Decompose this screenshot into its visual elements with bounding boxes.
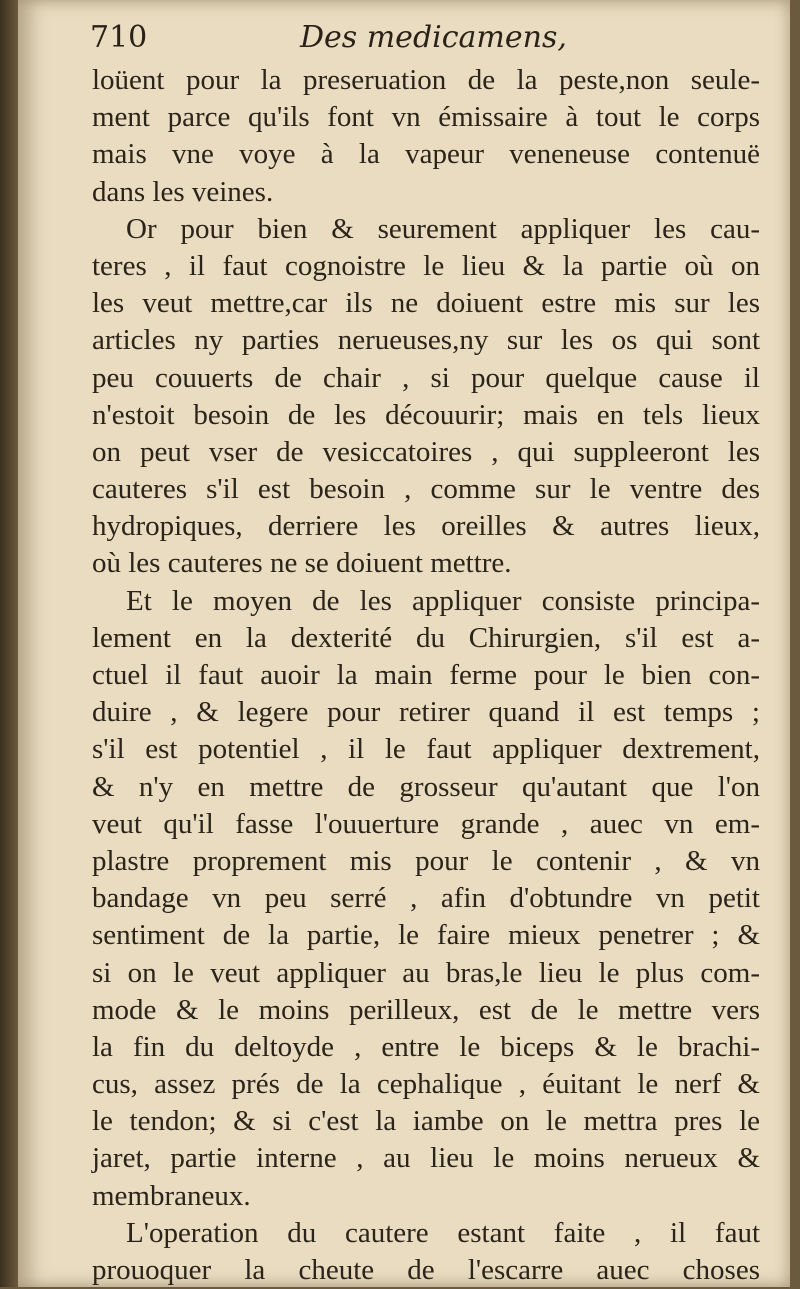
text-line: peu couuerts de chair , si pour quelque cause il — [92, 361, 760, 394]
text-line: le tendon; & si c'est la iambe on le mettra pres le — [92, 1105, 760, 1138]
text-line: s'il est potentiel , il le faut appliquer dextrement, — [92, 733, 760, 766]
text-line: jaret, partie interne , au lieu le moins nerueux & — [92, 1142, 760, 1175]
text-line: on peut vser de vesiccatoires , qui suppleeront les — [92, 435, 760, 468]
text-line: & n'y en mettre de grosseur qu'autant que l'on — [92, 770, 760, 803]
text-line: les veut mettre,car ils ne doiuent estre mis sur les — [92, 287, 760, 320]
body-text — [92, 62, 760, 1289]
text-line: si on le veut appliquer au bras,le lieu le plus com- — [92, 956, 760, 989]
text-line: cus, assez prés de la cephalique , éuitant le nerf & — [92, 1068, 760, 1101]
text-line: teres , il faut cognoistre le lieu & la partie où on — [92, 249, 760, 282]
text-line: membraneux. — [92, 1179, 251, 1212]
text-line: Et le moyen de les appliquer consiste principa- — [126, 584, 760, 617]
text-line: veut qu'il fasse l'ouuerture grande , auec vn em- — [92, 807, 760, 840]
text-line: loüent pour la preseruation de la peste,non seule- — [92, 64, 760, 96]
text-line: hydropiques, derriere les oreilles & autres lieux, — [92, 510, 760, 543]
text-line: L'operation du cautere estant faite , il faut — [126, 1216, 760, 1249]
text-line: Or pour bien & seurement appliquer les cau- — [126, 212, 760, 245]
text-line: plastre proprement mis pour le contenir , & vn — [92, 844, 760, 877]
text-line: la fin du deltoyde , entre le biceps & le brachi- — [92, 1030, 760, 1063]
text-line: bandage vn peu serré , afin d'obtundre vn petit — [92, 882, 760, 915]
text-line: cauteres s'il est besoin , comme sur le ventre des — [92, 473, 760, 506]
text-line: articles ny parties nerueuses,ny sur les os qui sont — [92, 324, 760, 357]
text-line: où les cauteres ne se doiuent mettre. — [92, 547, 512, 580]
text-line: mode & le moins perilleux, est de le mettre vers — [92, 993, 760, 1026]
text-line: ment parce qu'ils font vn émissaire à tout le corps — [92, 101, 760, 134]
page-header — [90, 20, 750, 66]
text-line: lement en la dexterité du Chirurgien, s'il est a- — [92, 621, 760, 654]
text-line: sentiment de la partie, le faire mieux penetrer ; & — [92, 919, 760, 952]
text-line: ctuel il faut auoir la main ferme pour le bien con- — [92, 659, 760, 691]
text-line: prouoquer la cheute de l'escarre auec choses — [92, 1254, 760, 1286]
text-line: duire , & legere pour retirer quand il est temps ; — [92, 696, 760, 729]
running-title: Des medicamens, — [300, 20, 567, 55]
page-number: 710 — [90, 20, 148, 55]
text-line: n'estoit besoin de les découurir; mais en tels lieux — [92, 398, 760, 431]
text-line: mais vne voye à la vapeur veneneuse contenuë — [92, 138, 760, 171]
book-binding — [0, 0, 18, 1287]
text-line: dans les veines. — [92, 175, 274, 208]
